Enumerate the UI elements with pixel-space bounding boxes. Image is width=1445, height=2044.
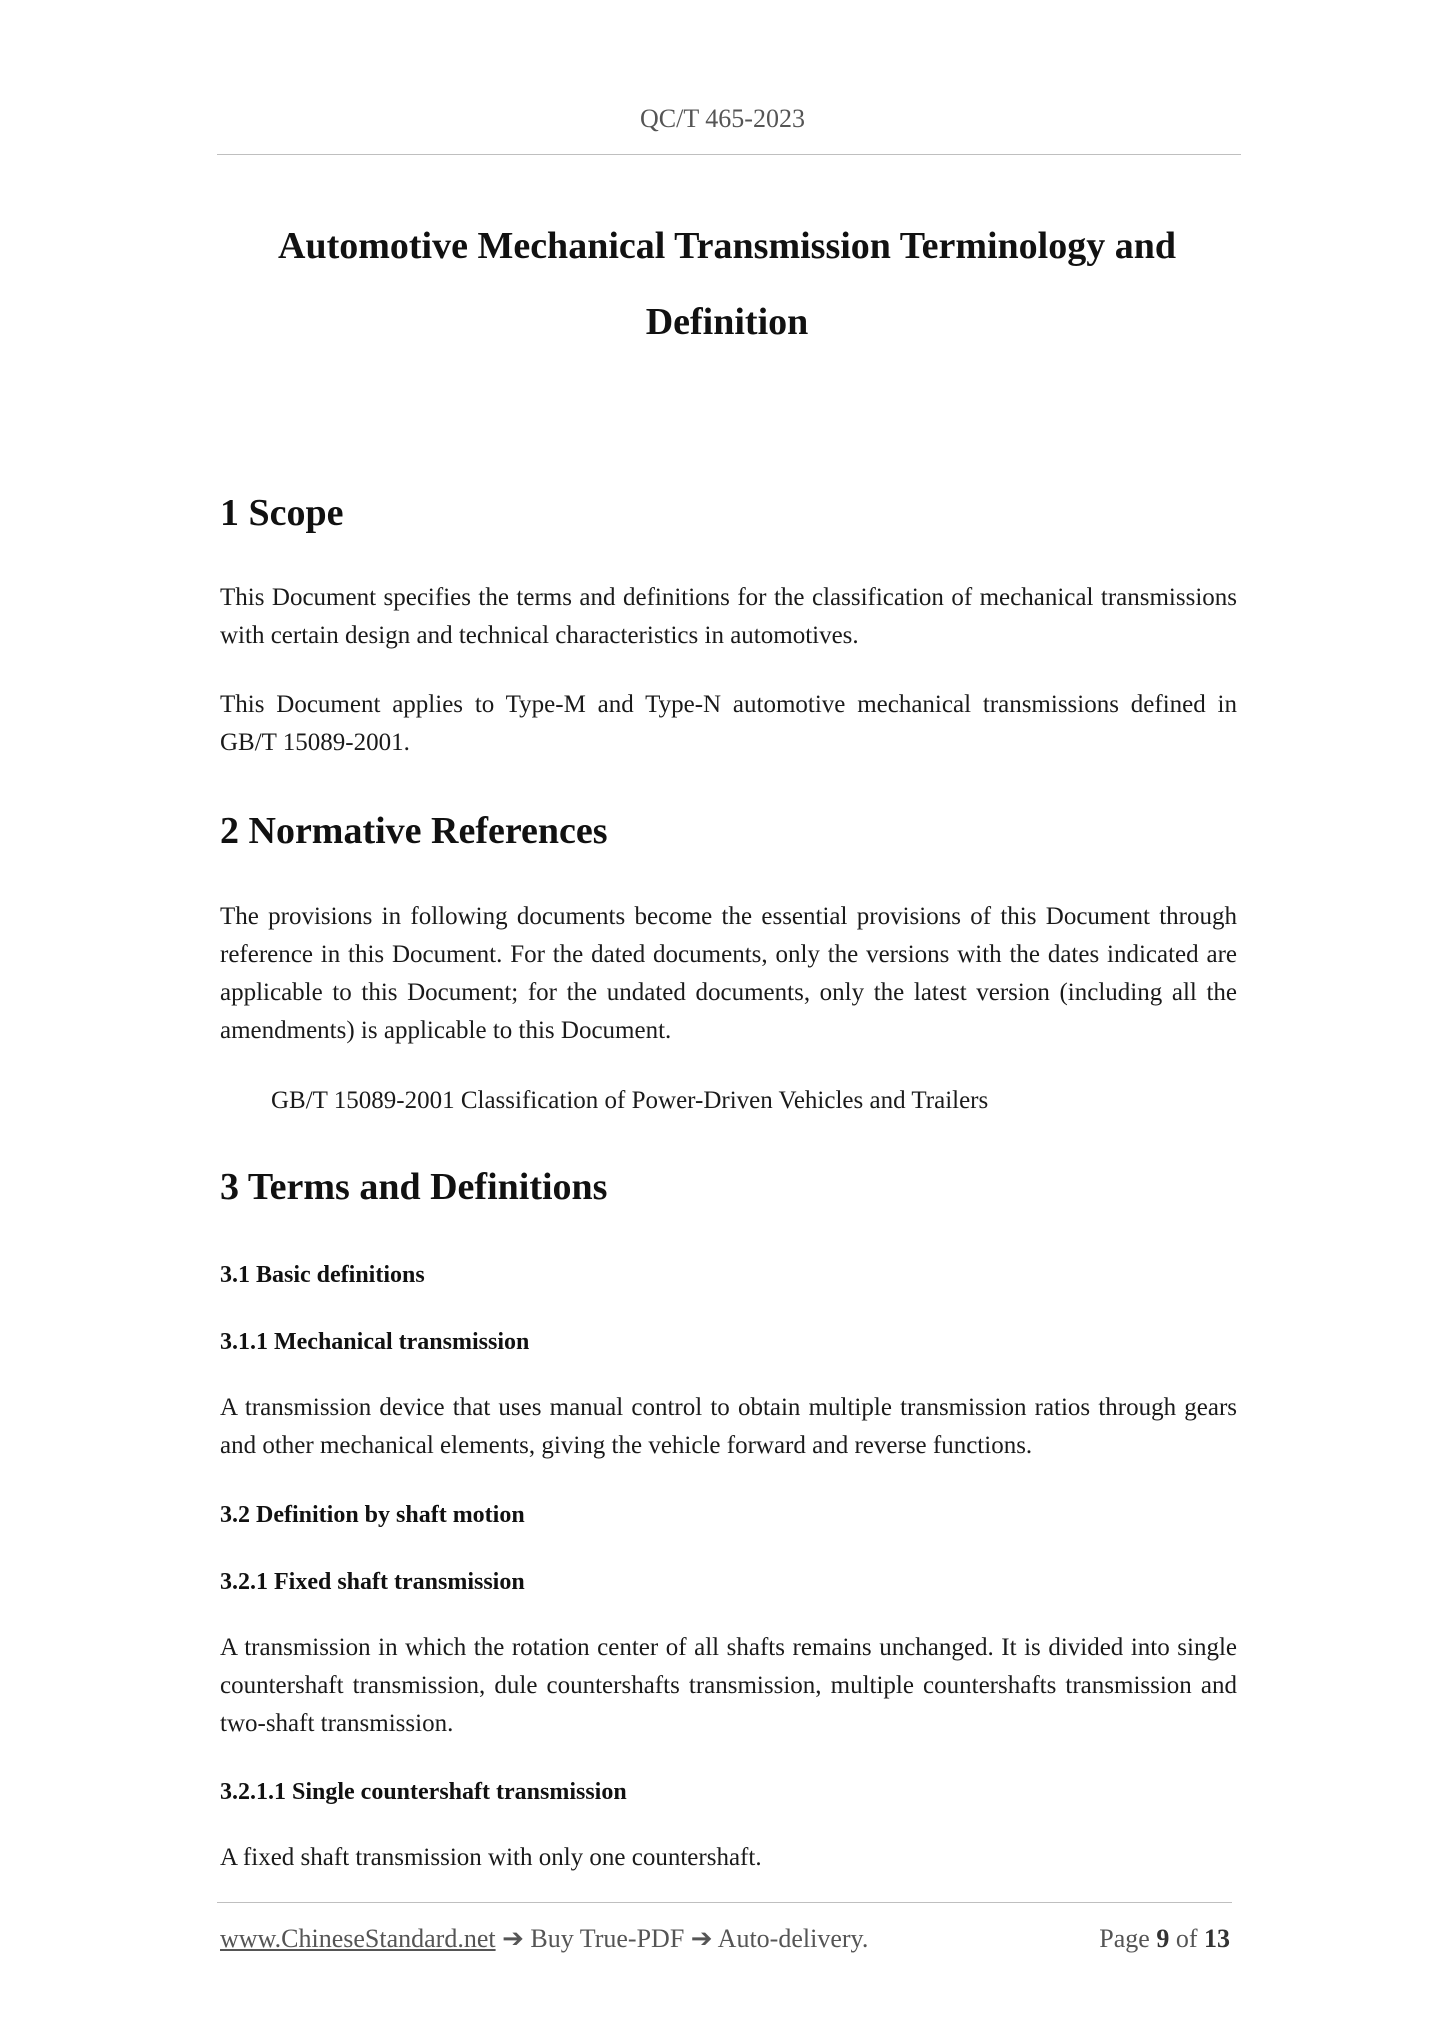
subsection-heading-3-1-1: 3.1.1 Mechanical transmission: [220, 1329, 530, 1355]
arrow-right-icon: ➔: [502, 1924, 524, 1953]
header-divider: [217, 154, 1241, 155]
buy-true-pdf-text: Buy True-PDF: [530, 1924, 685, 1953]
definition-mechanical-transmission: A transmission device that uses manual control to obtain multiple transmission ratios through gears and other mechanical elements, giving the vehicle forward and reverse functions.: [220, 1394, 1237, 1459]
page-number: [1099, 1924, 1230, 1954]
standard-code: QC/T 465-2023: [640, 104, 805, 133]
of-label: of: [1175, 1924, 1198, 1953]
footer-divider: [217, 1902, 1232, 1903]
definition-fixed-shaft-transmission: A transmission in which the rotation center of all shafts remains unchanged. It is divided into single countershaft transmission, dule countershafts transmission, multiple countershafts transmission and two-shaft transmission.: [220, 1634, 1237, 1737]
normative-references-paragraph: The provisions in following documents become the essential provisions of this Document through reference in this Document. For the dated documents, only the versions with the dates indicated are applicable to this Document; for the undated documents, only the latest version (including all the amendments) is applicable to this Document.: [220, 903, 1237, 1044]
total-pages: 13: [1204, 1924, 1230, 1953]
subsection-heading-3-2-1-1: 3.2.1.1 Single countershaft transmission: [220, 1779, 627, 1805]
section-heading-scope: 1 Scope: [220, 492, 344, 534]
footer-promo: [220, 1924, 868, 1954]
section-heading-terms-definitions: 3 Terms and Definitions: [220, 1166, 608, 1208]
subsection-heading-3-2: 3.2 Definition by shaft motion: [220, 1502, 525, 1528]
subsection-heading-3-1: 3.1 Basic definitions: [220, 1262, 425, 1288]
arrow-right-icon: ➔: [690, 1924, 713, 1953]
current-page: 9: [1156, 1924, 1170, 1953]
definition-single-countershaft-transmission: A fixed shaft transmission with only one countershaft.: [220, 1844, 762, 1871]
normative-reference-item: GB/T 15089-2001 Classification of Power-Driven Vehicles and Trailers: [271, 1087, 989, 1114]
section-heading-normative-references: 2 Normative References: [220, 810, 608, 852]
auto-delivery-text: Auto-delivery.: [717, 1924, 869, 1953]
chinesestandard-link[interactable]: www.ChineseStandard.net: [220, 1924, 496, 1953]
scope-paragraph-2: This Document applies to Type-M and Type-N automotive mechanical transmissions defined in GB/T 15089-2001.: [220, 691, 1237, 756]
scope-paragraph-1: This Document specifies the terms and definitions for the classification of mechanical transmissions with certain design and technical characteristics in automotives.: [220, 584, 1237, 649]
document-title-line1: Automotive Mechanical Transmission Terminology and: [278, 225, 1176, 267]
subsection-heading-3-2-1: 3.2.1 Fixed shaft transmission: [220, 1569, 525, 1595]
document-title: [217, 208, 1237, 360]
page-footer: [220, 1924, 1230, 1960]
page-label: Page: [1099, 1924, 1150, 1953]
document-title-line2: Definition: [645, 301, 809, 343]
